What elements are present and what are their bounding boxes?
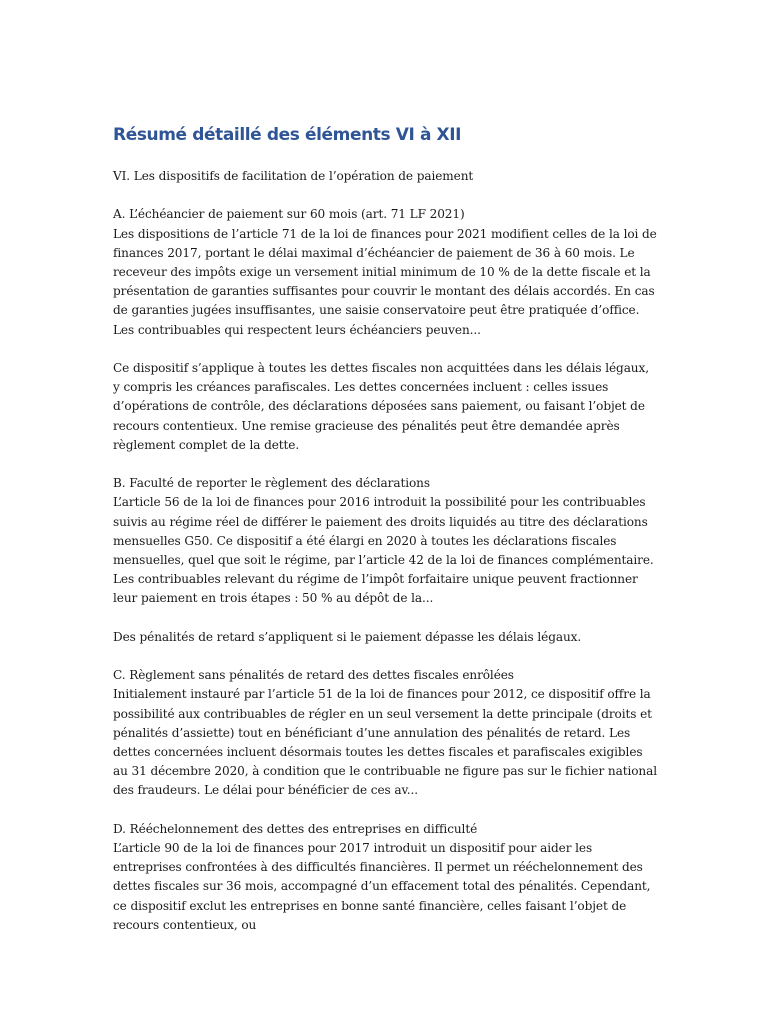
subsection-c-heading: C. Règlement sans pénalités de retard des dettes fiscales enrôlées [113,668,514,683]
subsection-a-heading: A. L’échéancier de paiement sur 60 mois (art. 71 LF 2021) [113,207,465,222]
subsection-d-paragraph-1: L’article 90 de la loi de finances pour 2017 introduit un dispositif pour aider les entreprises confrontées à des difficultés financières. Il permet un rééchelonnement des dettes fiscales sur 36 mois, accompagné d’un effacement total des pénalités. Cependant, ce dispositif exclut les entreprises en bonne santé financière, celles faisant l’objet de recours contentieux, ou [113,841,651,932]
subsection-a-paragraph-1: Les dispositions de l’article 71 de la loi de finances pour 2021 modifient celles de la loi de finances 2017, portant le délai maximal d’échéancier de paiement de 36 à 60 mois. Le receveur des impôts exige un versement initial minimum de 10 % de la dette fiscale et la présentation de garanties suffisantes pour couvrir le montant des délais accordés. En cas de garanties jugées insuffisantes, une saisie conservatoire peut être pratiquée d’office. Les contribuables qui respectent leurs échéanciers peuven... [113,226,657,337]
subsection-d-heading: D. Rééchelonnement des dettes des entreprises en difficulté [113,821,478,836]
subsection-c-paragraph-1: Initialement instauré par l’article 51 de la loi de finances pour 2012, ce dispositif offre la possibilité aux contribuables de régler en un seul versement la dette principale (droits et pénalités d’assiette) tout en bénéficiant d’une annulation des pénalités de retard. Les dettes concernées incluent désormais toutes les dettes fiscales et parafiscales exigibles au 31 décembre 2020, à condition que le contribuable ne figure pas sur le fichier national des fraudeurs. Le délai pour bénéficier de ces av... [113,687,657,798]
document-title: Résumé détaillé des éléments VI à XII [113,125,462,145]
subsection-a-paragraph-2: Ce dispositif s’applique à toutes les dettes fiscales non acquittées dans les délais légaux, y compris les créances parafiscales. Les dettes concernées incluent : celles issues d’opérations de contrôle, des déclarations déposées sans paiement, ou faisant l’objet de recours contentieux. Une remise gracieuse des pénalités peut être demandée après règlement complet de la dette. [113,361,649,452]
subsection-b-heading: B. Faculté de reporter le règlement des déclarations [113,476,430,491]
subsection-b-paragraph-2: Des pénalités de retard s’appliquent si le paiement dépasse les délais légaux. [113,629,582,644]
document-body [113,167,658,935]
section-heading: VI. Les dispositifs de facilitation de l’opération de paiement [113,169,474,183]
subsection-b-paragraph-1: L’article 56 de la loi de finances pour 2016 introduit la possibilité pour les contribuables suivis au régime réel de différer le paiement des droits liquidés au titre des déclarations mensuelles G50. Ce dispositif a été élargi en 2020 à toutes les déclarations fiscales mensuelles, quel que soit le régime, par l’article 42 de la loi de finances complémentaire. Les contribuables relevant du régime de l’impôt forfaitaire unique peuvent fractionner leur paiement en trois étapes : 50 % au dépôt de la... [113,495,654,606]
